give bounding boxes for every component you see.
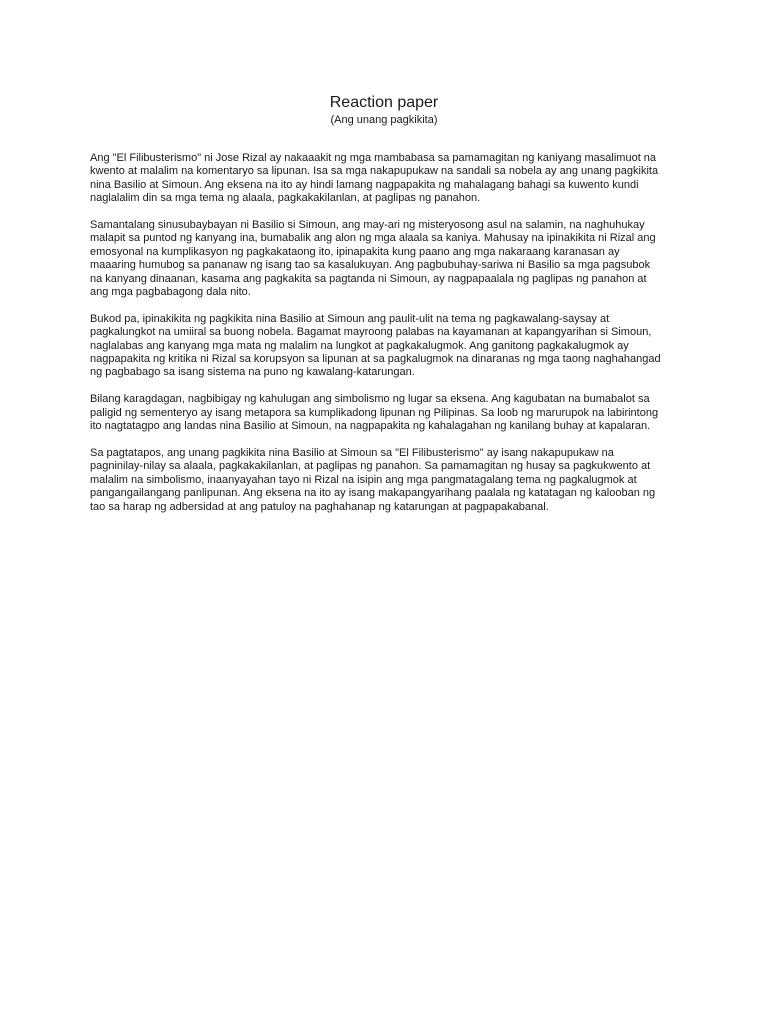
paragraph-3: Bukod pa, ipinakikita ng pagkikita nina Basilio at Simoun ang paulit-ulit na tema ng pagkawalang-saysay at pagkalungkot na umiiral sa buong nobela. Bagamat mayroong palabas na kayamanan at kapangyarihan si Simoun, naglalabas ang kanyang mga mata ng malalim na lungkot at pagkakalugmok. Ang ganitong pagkakalugmok ay nagpapakita ng kritika ni Rizal sa korupsyon sa lipunan at sa pagkalugmok na dinaranas ng mga taong naghahangad ng pagbabago sa isang sistema na puno ng kawalang-katarungan. <box>90 312 661 379</box>
document-body <box>90 152 680 527</box>
paragraph-5: Sa pagtatapos, ang unang pagkikita nina Basilio at Simoun sa "El Filibusterismo" ay isang nakapupukaw na pagninilay-nilay sa alaala, pagkakakilanlan, at paglipas ng panahon. Sa pamamagitan ng husay sa pagkukwento at malalim na simbolismo, inaanyayahan tayo ni Rizal na isipin ang mga pangmatagalang tema ng pagkalugmok at pangangailangang panlipunan. Ang eksena na ito ay isang makapangyarihang paalala ng katatagan ng kalooban ng tao sa harap ng adbersidad at ang patuloy na paghahanap ng katarungan at pagpapakabanal. <box>90 446 656 513</box>
paragraph-2: Samantalang sinusubaybayan ni Basilio si Simoun, ang may-ari ng misteryosong asul na salamin, na naghuhukay malapit sa puntod ng kanyang ina, bumabalik ang alon ng mga alaala sa kaniya. Mahusay na ipinakikita ni Rizal ang emosyonal na kumplikasyon ng pagkakataong ito, ipinapakita kung paano ang mga nakaraang karanasan ay maaaring humubog sa pananaw ng isang tao sa kasalukuyan. Ang pagbubuhay-sariwa ni Basilio sa mga pagsubok na kanyang dinaanan, kasama ang pagkakita sa pagtanda ni Simoun, ay nagpapaalala ng paglipas ng panahon at ang mga pagbabagong dala nito. <box>90 219 656 299</box>
paragraph-4: Bilang karagdagan, nagbibigay ng kahulugan ang simbolismo ng lugar sa eksena. Ang kagubatan na bumabalot sa paligid ng sementeryo ay isang metapora sa kumplikadong lipunan ng Pilipinas. Sa loob ng marurupok na labirintong ito nagtatagpo ang landas nina Basilio at Simoun, na nagpapakita ng kahalagahan ng kanilang buhay at kapalaran. <box>90 393 659 433</box>
document-subtitle: (Ang unang pagkikita) <box>330 114 438 126</box>
paragraph-1: Ang "El Filibusterismo" ni Jose Rizal ay nakaaakit ng mga mambabasa sa pamamagitan ng kaniyang masalimuot na kwento at malalim na komentaryo sa lipunan. Isa sa mga nakapupukaw na sandali sa nobela ay ang unang pagkikita nina Basilio at Simoun. Ang eksena na ito ay hindi lamang nagpapakita ng mahalagang bahagi sa kuwento kundi naglalalim din sa mga tema ng alaala, pagkakakilanlan, at paglipas ng panahon. <box>90 152 659 205</box>
document-title: Reaction paper <box>329 94 439 111</box>
document-header <box>0 93 768 127</box>
